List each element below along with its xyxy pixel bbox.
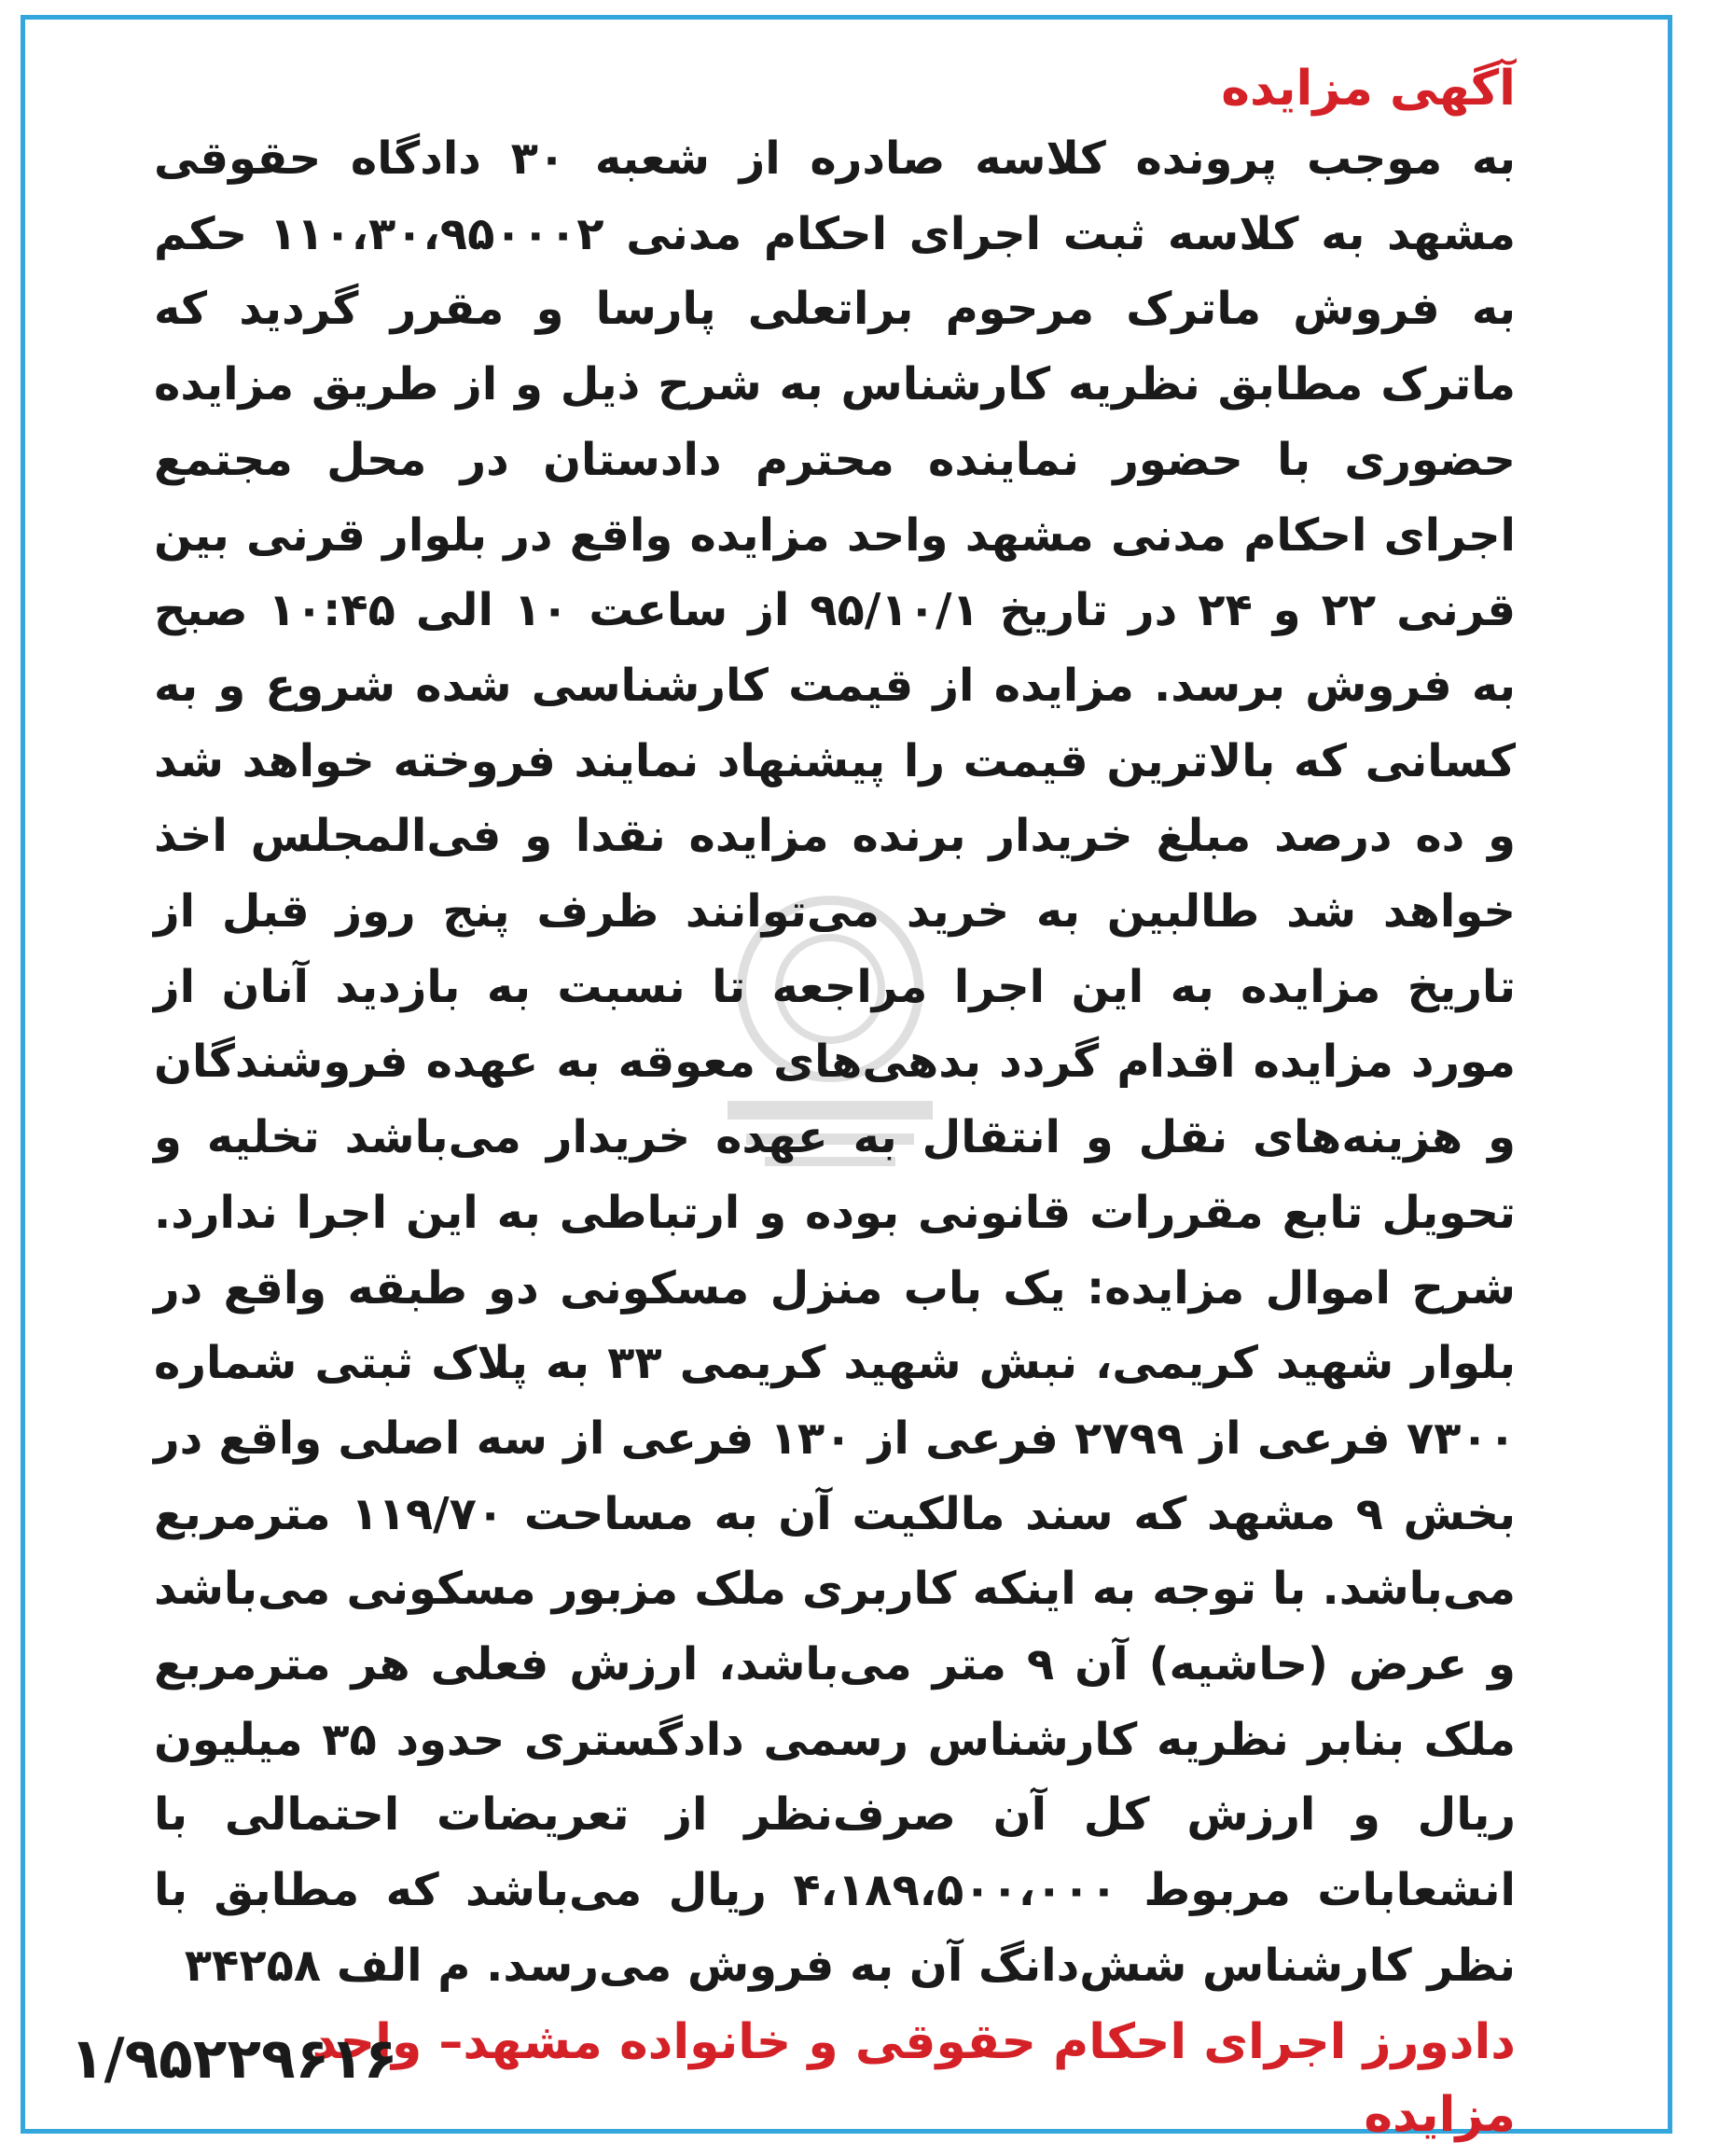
reference-number: ۱/۹۵۲۲۹۶۱۶ <box>70 2026 398 2092</box>
notice-content <box>154 56 1516 2151</box>
notice-signature: دادورز اجرای احکام حقوقی و خانواده مشهد– واحد مزایده <box>312 2013 1516 2143</box>
notice-title: آگهی مزایده <box>1221 61 1516 117</box>
notice-body: به موجب پرونده کلاسه صادره از شعبه ۳۰ دادگاه حقوقی مشهد به کلاسه ثبت اجرای احکام مدنی ۱۱۰،۳۰،۹۵۰۰۰۲ حکم به فروش ماترک مرحوم براتعلی پارسا و مقرر گردید که ماترک مطابق نظریه کارشناس به شرح ذیل و از طریق مزایده حضوری با حضور نماینده محترم دادستان در محل مجتمع اجرای احکام مدنی مشهد واحد مزایده واقع در بلوار قرنی بین قرنی ۲۲ و ۲۴ در تاریخ ۹۵/۱۰/۱ از ساعت ۱۰ الی ۱۰:۴۵ صبح به فروش برسد. مزایده از قیمت کارشناسی شده شروع و به کسانی که بالاترین قیمت را پیشنهاد نمایند فروخته خواهد شد و ده درصد مبلغ خریدار برنده مزایده نقدا و فی‌المجلس اخذ خواهد شد طالبین به خرید می‌توانند ظرف پنج روز قبل از تاریخ مزایده به این اجرا مراجعه تا نسبت به بازدید آنان از مورد مزایده اقدام گردد بدهی‌های معوقه به عهده فروشندگان و هزینه‌های نقل و انتقال به عهده خریدار می‌باشد تخلیه و تحویل تابع مقررات قانونی بوده و ارتباطی به این اجرا ندارد. شرح اموال مزایده: یک باب منزل مسکونی دو طبقه واقع در بلوار شهید کریمی، نبش شهید کریمی ۳۳ به پلاک ثبتی شماره ۷۳۰۰ فرعی از ۲۷۹۹ فرعی از ۱۳۰ فرعی از سه اصلی واقع در بخش ۹ مشهد که سند مالکیت آن به مساحت ۱۱۹/۷۰ مترمربع می‌باشد. با توجه به اینکه کاربری ملک مزبور مسکونی می‌باشد و عرض (حاشیه) آن ۹ متر می‌باشد، ارزش فعلی هر مترمربع ملک بنابر نظریه کارشناس رسمی دادگستری حدود ۳۵ میلیون ریال و ارزش کل آن صرف‌نظر از تعریضات احتمالی با انشعابات مربوط ۴،۱۸۹،۵۰۰،۰۰۰ ریال می‌باشد که مطابق با نظر کارشناس شش‌دانگ آن به فروش می‌رسد. م الف ۳۴۲۵۸ <box>154 132 1517 1992</box>
